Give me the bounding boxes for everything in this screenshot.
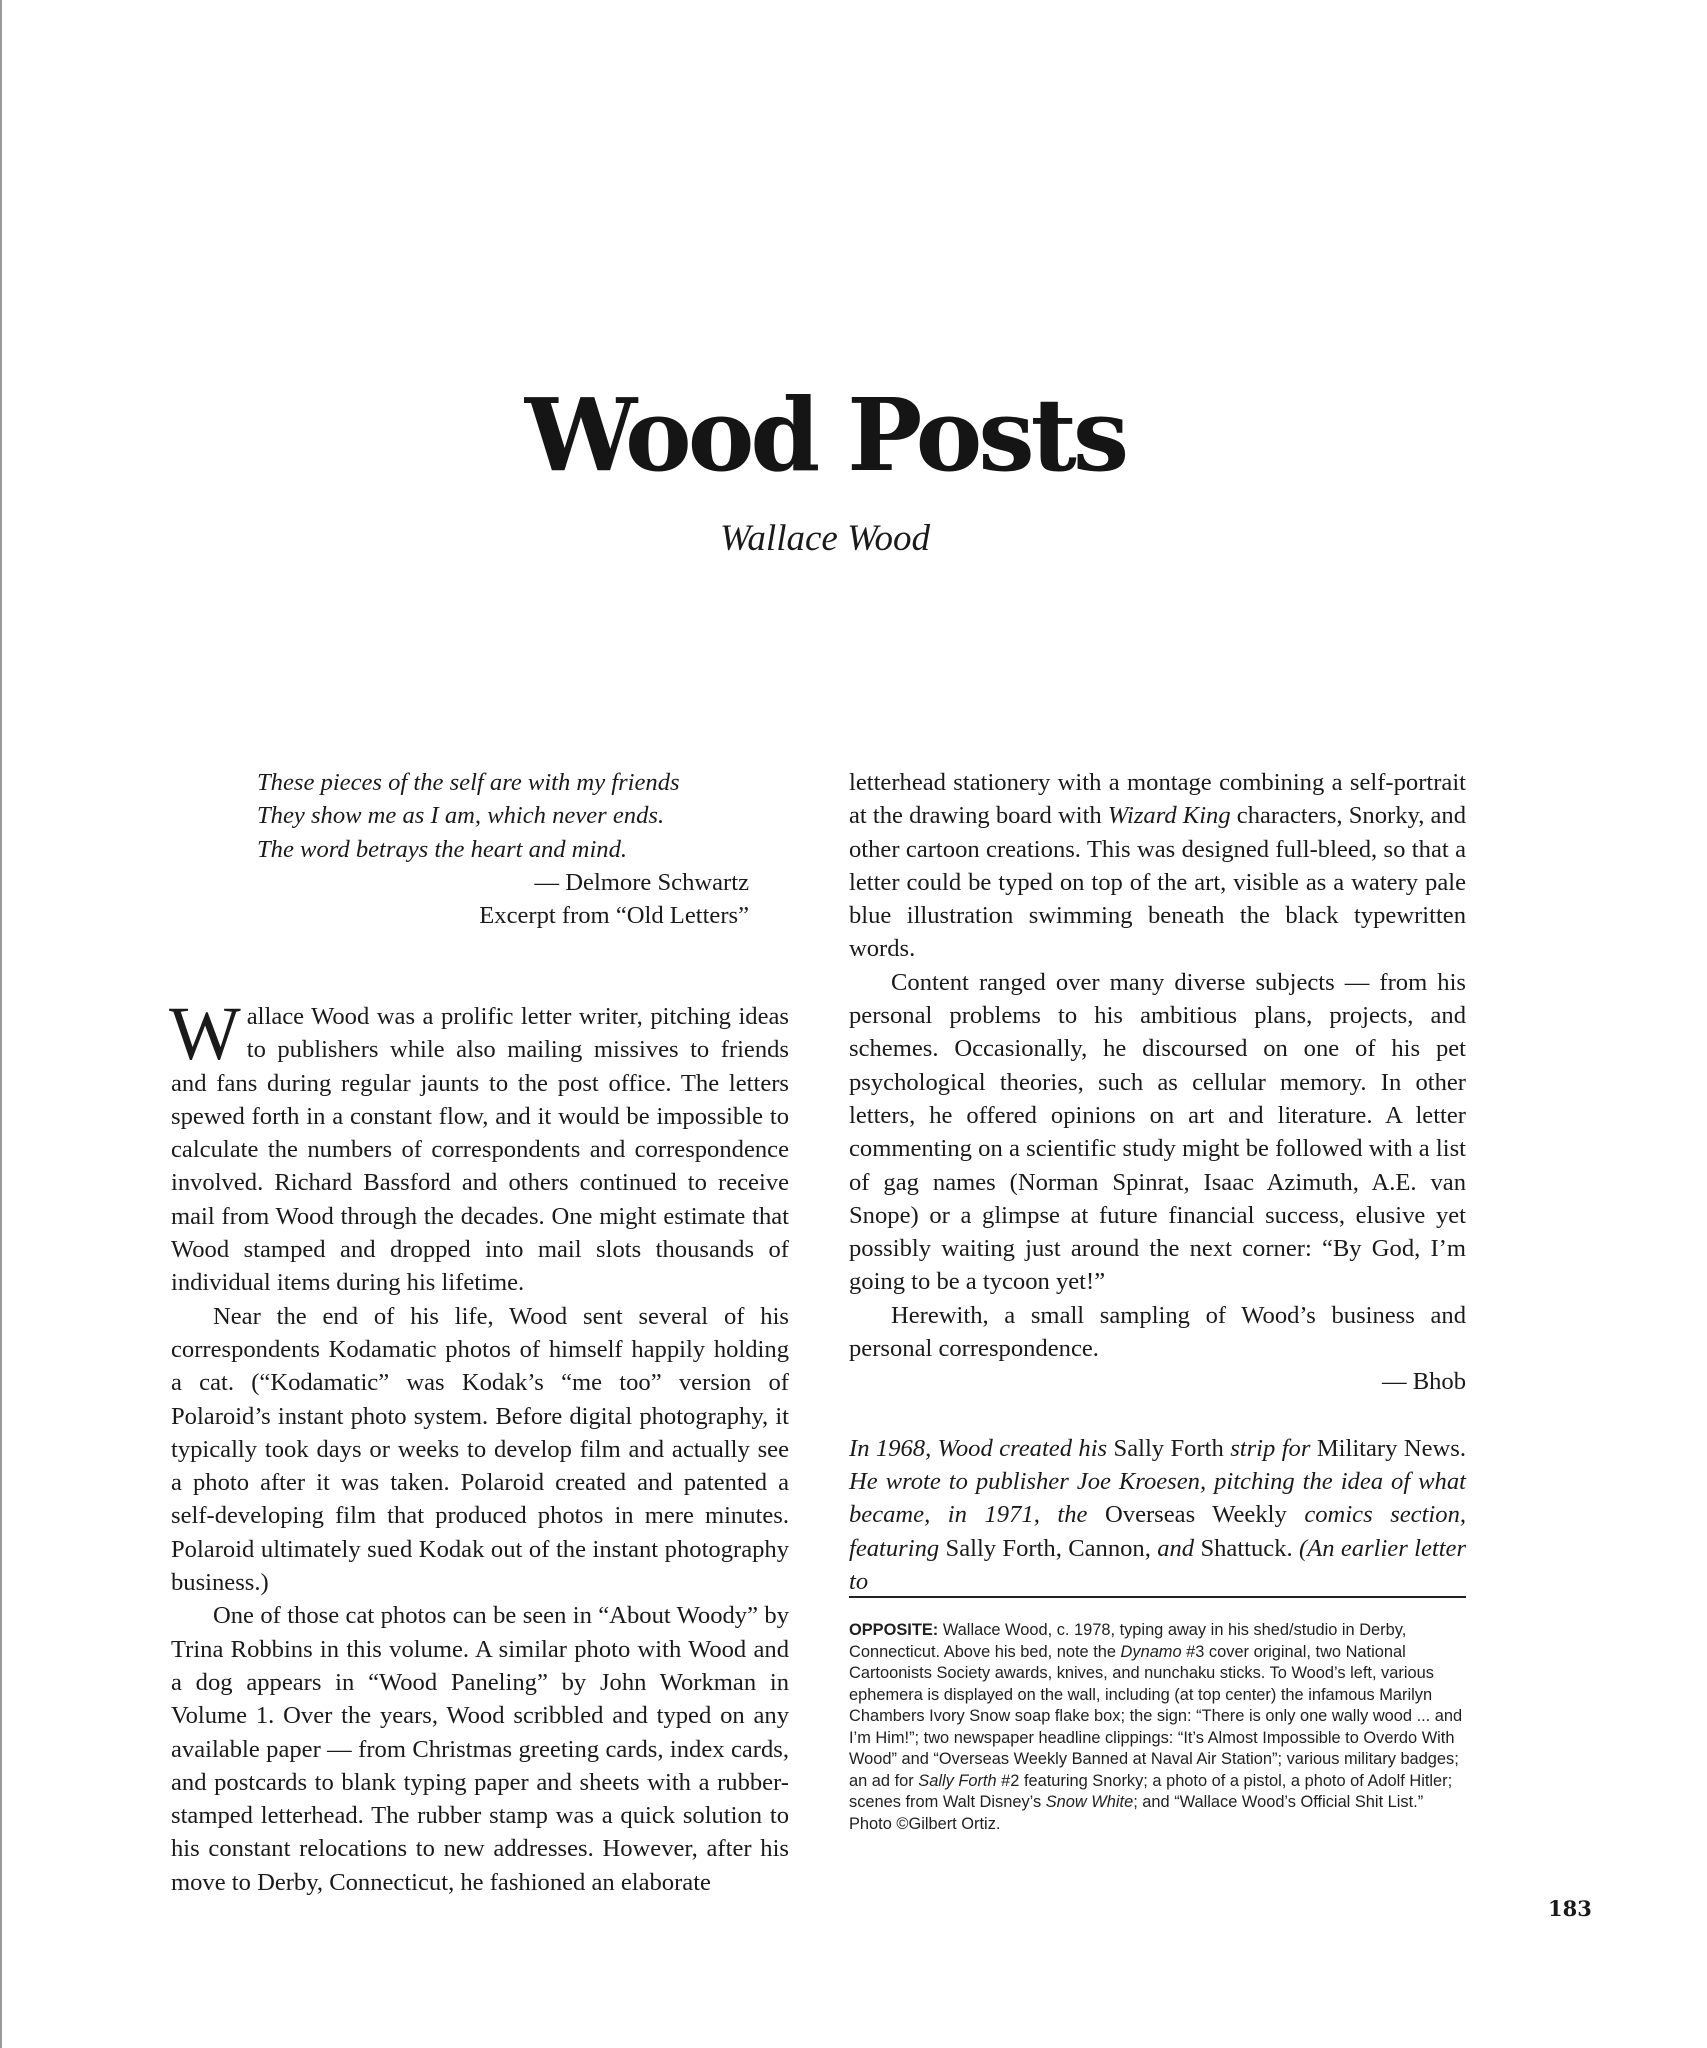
epigraph — [257, 766, 749, 932]
letter-intro: In 1968, Wood created his Sally Forth strip for Military News. He wrote to publisher Joe Kroesen, pitching the idea of what became, in 1971, the Overseas Weekly comics section, featuring Sally Forth, Cannon, and Shattuck. (An earlier letter to — [849, 1434, 1467, 1595]
page-edge — [0, 0, 2, 2048]
epigraph-attribution: — Delmore Schwartz — [534, 868, 749, 896]
epigraph-source: Excerpt from “Old Letters” — [479, 902, 749, 930]
caption-divider — [849, 1596, 1466, 1598]
body-paragraph-5: Herewith, a small sampling of Wood’s business and personal correspondence. — [849, 1301, 1466, 1363]
body-paragraph-1: Wallace Wood was a prolific letter writer, pitching ideas to publishers while also mailing missives to friends and fans during regular jaunts to the post office. The letters spewed forth in a constant flow, and it would be impossible to calculate the numbers of correspondents and correspondence involved. Richard Bassford and others continued to receive mail from Wood through the decades. One might estimate that Wood stamped and dropped into mail slots thousands of individual items during his lifetime. — [169, 992, 789, 1297]
body-paragraph-2: Near the end of his life, Wood sent several of his correspondents Kodamatic photos of himself happily holding a cat. (“Kodamatic” was Kodak’s “me too” version of Polaroid’s instant photo system. Before digital photography, it typically took days or weeks to develop film and actually see a photo after it was taken. Polaroid created and patented a self-developing film that produced photos in mere minutes. Polaroid ultimately sued Kodak out of the instant photography business.) — [171, 1302, 789, 1597]
article-title: Wood Posts — [524, 376, 1126, 494]
body-column-left — [169, 992, 789, 1899]
body-column-right — [849, 766, 1466, 1598]
body-paragraph-3-continued: letterhead stationery with a montage combining a self-portrait at the drawing board with Wizard King characters, Snorky, and other cartoon creations. This was designed full-bleed, so that a letter could be typed on top of the art, visible as a watery pale blue illustration swimming beneath the black typewritten words. — [849, 769, 1466, 963]
body-paragraph-4: Content ranged over many diverse subjects — from his personal problems to his ambitious plans, projects, and schemes. Occasionally, he discoursed on one of his pet psychological theories, such as cellular memory. In other letters, he offered opinions on art and literature. A letter commenting on a scientific study might be followed with a list of gag names (Norman Spinrat, Isaac Azimuth, A.E. van Snope) or a glimpse at future financial success, elusive yet possibly waiting just around the next corner: “By God, I’m going to be a tycoon yet!” — [849, 968, 1466, 1296]
epigraph-line-3: The word betrays the heart and mind. — [257, 835, 628, 863]
photo-caption: OPPOSITE: Wallace Wood, c. 1978, typing away in his shed/studio in Derby, Connecticut. Above his bed, note the Dynamo #3 cover original, two National Cartoonists Society awards, knives, and nunchaku sticks. To Wood’s left, various ephemera is displayed on the wall, including (at top center) the infamous Marilyn Chambers Ivory Snow soap flake box; the sign: “There is only one wally wood ... and I’m Him!”; two newspaper headline clippings: “It’s Almost Impossible to Overdo With Wood” and “Overseas Weekly Banned at Naval Air Station”; various military badges; an ad for Sally Forth #2 featuring Snorky; a photo of a pistol, a photo of Adolf Hitler; scenes from Walt Disney’s Snow White; and “Wallace Wood’s Official Shit List.” Photo ©Gilbert Ortiz. — [849, 1621, 1463, 1833]
body-paragraph-3: One of those cat photos can be seen in “About Woody” by Trina Robbins in this volume. A similar photo with Wood and a dog appears in “Wood Paneling” by John Workman in Volume 1. Over the years, Wood scribbled and typed on any available paper — from Christmas greeting cards, index cards, and postcards to blank typing paper and sheets with a rubber-stamped letterhead. The rubber stamp was a quick solution to his constant relocations to new addresses. However, after his move to Derby, Connecticut, he fashioned an elaborate — [171, 1602, 789, 1896]
article-author: Wallace Wood — [719, 518, 930, 559]
caption-label: OPPOSITE: — [849, 1621, 939, 1639]
epigraph-line-2: They show me as I am, which never ends. — [257, 802, 665, 830]
epigraph-line-1: These pieces of the self are with my friends — [257, 769, 680, 796]
page-number: 183 — [1548, 1896, 1592, 1921]
drop-cap: W — [169, 992, 241, 1076]
author-signature: — Bhob — [1381, 1368, 1466, 1396]
